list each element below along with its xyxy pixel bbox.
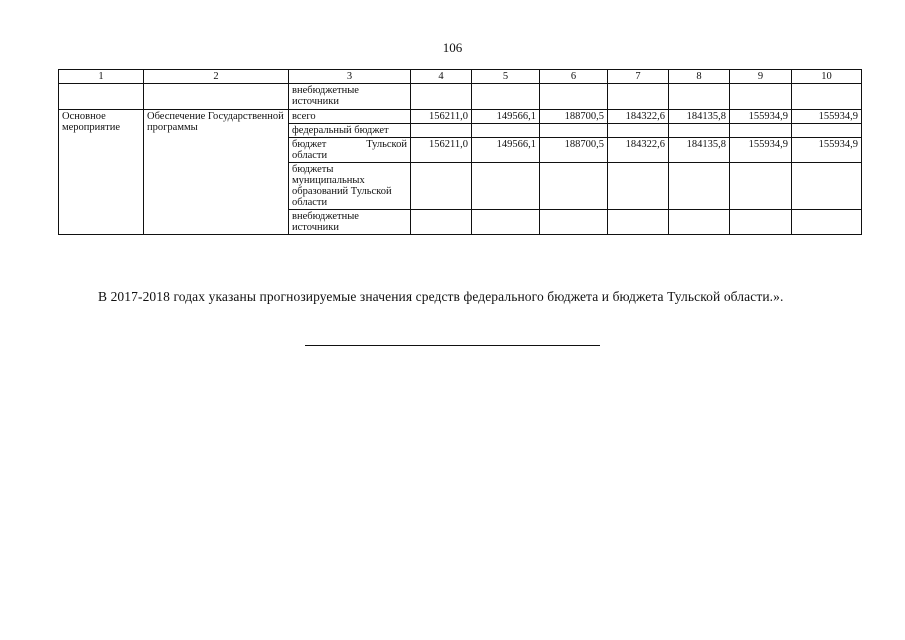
- value-cell: [792, 210, 862, 235]
- budget-table: [58, 69, 862, 235]
- value-cell: [540, 210, 608, 235]
- value-cell: [472, 124, 540, 138]
- activity-name: Обеспечение Государственной программы: [144, 110, 289, 235]
- table-row: [59, 110, 862, 124]
- value-cell: [608, 124, 669, 138]
- value-cell: [540, 163, 608, 210]
- footnote-paragraph: В 2017-2018 годах указаны прогнозируемые значения средств федерального бюджета и бюджета Тульской области.».: [98, 288, 784, 304]
- value-cell: 184322,6: [608, 138, 669, 163]
- source-label-part: Тульской: [366, 139, 407, 150]
- header-cell: 10: [792, 70, 862, 84]
- value-cell: [540, 124, 608, 138]
- value-cell: [608, 210, 669, 235]
- value-cell: 155934,9: [730, 138, 792, 163]
- value-cell: [411, 210, 472, 235]
- value-cell: [669, 210, 730, 235]
- source-label: внебюджетные источники: [289, 210, 411, 235]
- source-label-part: бюджет: [292, 139, 327, 150]
- header-cell: 9: [730, 70, 792, 84]
- source-label: федеральный бюджет: [289, 124, 411, 138]
- header-cell: 5: [472, 70, 540, 84]
- source-label: внебюджетные источники: [289, 84, 411, 110]
- value-cell: [472, 163, 540, 210]
- value-cell: 155934,9: [730, 110, 792, 124]
- value-cell: 188700,5: [540, 138, 608, 163]
- value-cell: [730, 163, 792, 210]
- value-cell: 155934,9: [792, 110, 862, 124]
- source-label: бюджеты муниципальных образований Тульской области: [289, 163, 411, 210]
- value-cell: 184322,6: [608, 110, 669, 124]
- header-cell: 3: [289, 70, 411, 84]
- value-cell: 156211,0: [411, 110, 472, 124]
- value-cell: 156211,0: [411, 138, 472, 163]
- value-cell: [411, 163, 472, 210]
- value-cell: [730, 210, 792, 235]
- value-cell: [669, 163, 730, 210]
- value-cell: 149566,1: [472, 110, 540, 124]
- value-cell: [472, 210, 540, 235]
- header-cell: 7: [608, 70, 669, 84]
- value-cell: 149566,1: [472, 138, 540, 163]
- value-cell: [730, 124, 792, 138]
- value-cell: [669, 124, 730, 138]
- value-cell: [411, 124, 472, 138]
- value-cell: [608, 163, 669, 210]
- source-label-part: области: [292, 150, 328, 161]
- header-cell: 6: [540, 70, 608, 84]
- value-cell: 188700,5: [540, 110, 608, 124]
- value-cell: [792, 163, 862, 210]
- table-row: [59, 84, 862, 110]
- value-cell: 155934,9: [792, 138, 862, 163]
- divider-line: [305, 345, 600, 346]
- table-header-row: [59, 70, 862, 84]
- page-number: 106: [442, 40, 463, 55]
- value-cell: 184135,8: [669, 110, 730, 124]
- source-label: [289, 138, 411, 163]
- header-cell: 2: [144, 70, 289, 84]
- header-cell: 8: [669, 70, 730, 84]
- activity-type: Основное мероприятие: [59, 110, 144, 235]
- source-label: всего: [289, 110, 411, 124]
- value-cell: [792, 124, 862, 138]
- header-cell: 4: [411, 70, 472, 84]
- value-cell: 184135,8: [669, 138, 730, 163]
- header-cell: 1: [59, 70, 144, 84]
